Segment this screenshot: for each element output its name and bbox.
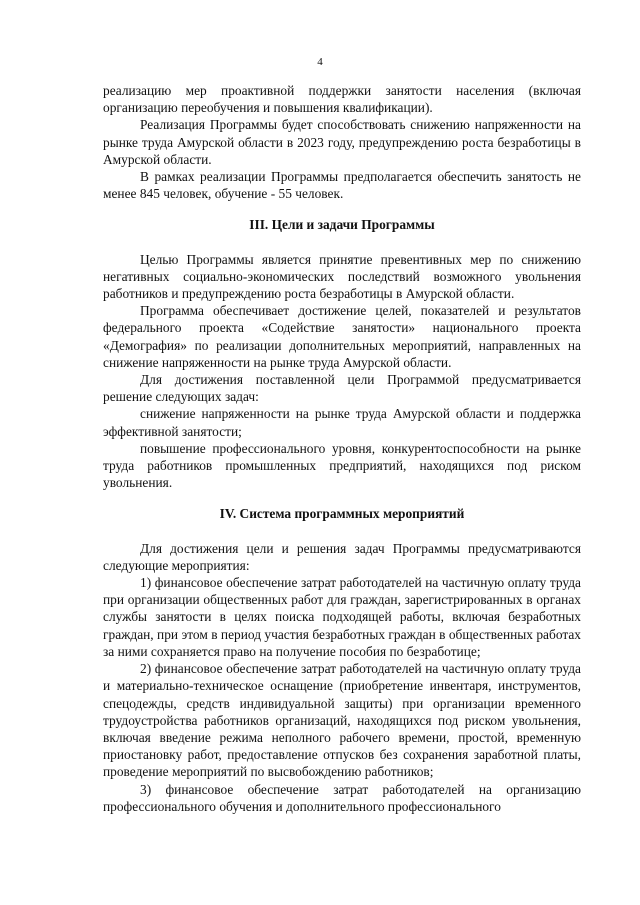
paragraph: В рамках реализации Программы предполагается обеспечить занятость не менее 845 человек, обучение - 55 человек. [103, 169, 581, 202]
paragraph: Реализация Программы будет способствовать снижению напряженности на рынке труда Амурской области в 2023 году, предупреждению роста безработицы в Амурской области. [103, 117, 581, 167]
paragraph: Целью Программы является принятие превентивных мер по снижению негативных социально-экономических последствий возможного увольнения работников и предупреждению роста безработицы в Амурской области. [103, 251, 581, 302]
paragraph: реализацию мер проактивной поддержки занятости населения (включая организацию переобучения и повышения квалификации). [103, 83, 581, 116]
paragraph: 3) финансовое обеспечение затрат работодателей на организацию профессионального обучения и дополнительного профессионального [103, 781, 581, 814]
paragraph: 2) финансовое обеспечение затрат работодателей на частичную оплату труда и материально-техническое оснащение (приобретение инвентаря, инструментов, спецодежды, средств индивидуальной защиты) при организации временного трудоустройства работников организаций, находящихся под риском увольнения, включая введение режима неполного рабочего времени, простой, временную приостановку работ, предоставление отпусков без сохранения заработной платы, проведение мероприятий по высвобождению работников; [103, 661, 581, 780]
document-body [103, 82, 581, 815]
paragraph: Для достижения поставленной цели Программой предусматривается решение следующих задач: [103, 372, 581, 405]
section-heading-goals: III. Цели и задачи Программы [249, 217, 435, 233]
page-number: 4 [317, 56, 323, 68]
paragraph: повышение профессионального уровня, конкурентоспособности на рынке труда работников промышленных предприятий, находящихся под риском увольнения. [103, 440, 581, 491]
section-heading-activities: IV. Система программных мероприятий [219, 506, 465, 522]
paragraph: Для достижения цели и решения задач Программы предусматриваются следующие мероприятия: [103, 540, 581, 573]
paragraph: 1) финансовое обеспечение затрат работодателей на частичную оплату труда при организации общественных работ для граждан, зарегистрированных в органах службы занятости в целях поиска подходящей работы, включая безработных граждан, при этом в период участия безработных граждан в общественных работах за ними сохраняется право на получение пособия по безработице; [103, 575, 581, 659]
paragraph: Программа обеспечивает достижение целей, показателей и результатов федерального проекта «Содействие занятости» национального проекта «Демография» по реализации дополнительных мероприятий, направленных на снижение напряженности на рынке труда Амурской области. [103, 303, 581, 370]
paragraph: снижение напряженности на рынке труда Амурской области и поддержка эффективной занятости; [103, 406, 581, 439]
